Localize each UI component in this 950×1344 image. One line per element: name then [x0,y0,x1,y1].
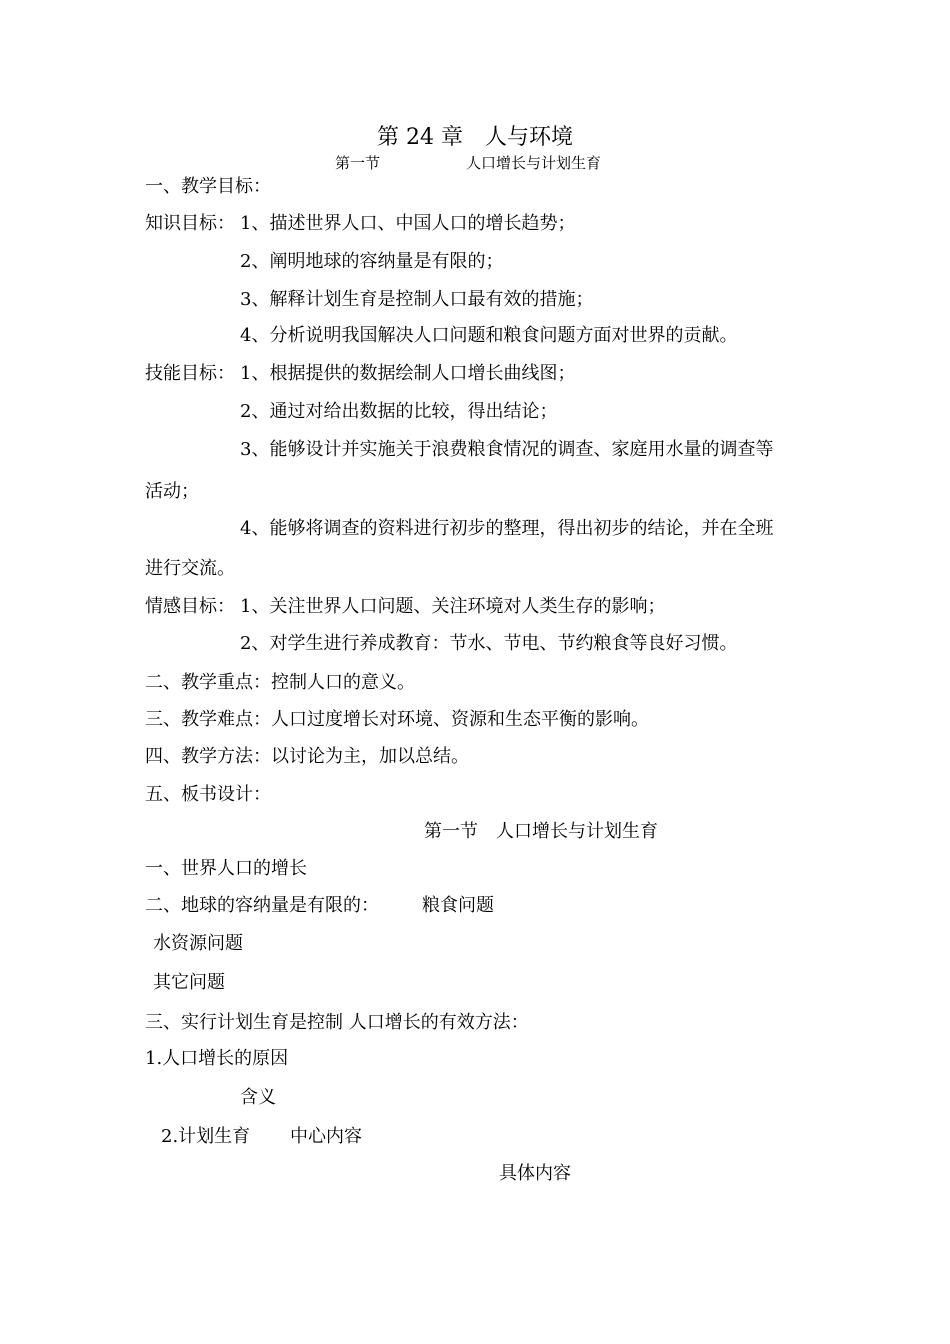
section-number: 第一节 [335,154,381,172]
knowledge-item: 2、阐明地球的容纳量是有限的； [240,251,504,272]
skill-item: 4、能够将调查的资料进行初步的整理，得出初步的结论，并在全班 [240,518,774,539]
board-line: 2.计划生育 [161,1126,251,1147]
knowledge-label: 知识目标： [145,213,235,234]
knowledge-item: 4、分析说明我国解决人口问题和粮食问题方面对世界的贡献。 [240,325,738,346]
board-line: 三、实行计划生育是控制 人口增长的有效方法： [145,1012,529,1033]
section-title: 人口增长与计划生育 [466,154,602,172]
board-line-branch: 中心内容 [290,1126,362,1147]
skill-item-continuation: 活动； [145,481,199,502]
board-line: 一、世界人口的增长 [145,858,307,879]
difficulty: 三、教学难点：人口过度增长对环境、资源和生态平衡的影响。 [145,709,649,730]
board-line: 1.人口增长的原因 [145,1048,289,1069]
skill-item: 1、根据提供的数据绘制人口增长曲线图； [240,363,576,384]
key-point: 二、教学重点：控制人口的意义。 [145,672,415,693]
skill-item: 3、能够设计并实施关于浪费粮食情况的调查、家庭用水量的调查等 [240,439,774,460]
emotion-item: 2、对学生进行养成教育：节水、节电、节约粮食等良好习惯。 [240,633,738,654]
emotion-item: 1、关注世界人口问题、关注环境对人类生存的影响； [240,596,666,617]
teaching-method: 四、教学方法：以讨论为主，加以总结。 [145,746,469,767]
skill-item: 2、通过对给出数据的比较，得出结论； [240,401,558,422]
chapter-title: 第 24 章 人与环境 [377,125,573,150]
emotion-label: 情感目标： [145,596,235,617]
knowledge-item: 1、描述世界人口、中国人口的增长趋势； [240,213,576,234]
board-heading: 五、板书设计： [145,784,271,805]
objectives-heading: 一、教学目标： [145,176,271,197]
board-line: 含义 [240,1087,276,1108]
board-line: 其它问题 [153,972,225,993]
knowledge-item: 3、解释计划生育是控制人口最有效的措施； [240,289,594,310]
skill-label: 技能目标： [145,363,235,384]
board-line: 二、地球的容纳量是有限的： [145,895,379,916]
board-line-branch: 粮食问题 [422,895,494,916]
board-line: 水资源问题 [153,933,243,954]
skill-item-continuation: 进行交流。 [145,558,235,579]
board-line: 具体内容 [499,1163,571,1184]
board-title: 第一节 人口增长与计划生育 [424,821,658,842]
